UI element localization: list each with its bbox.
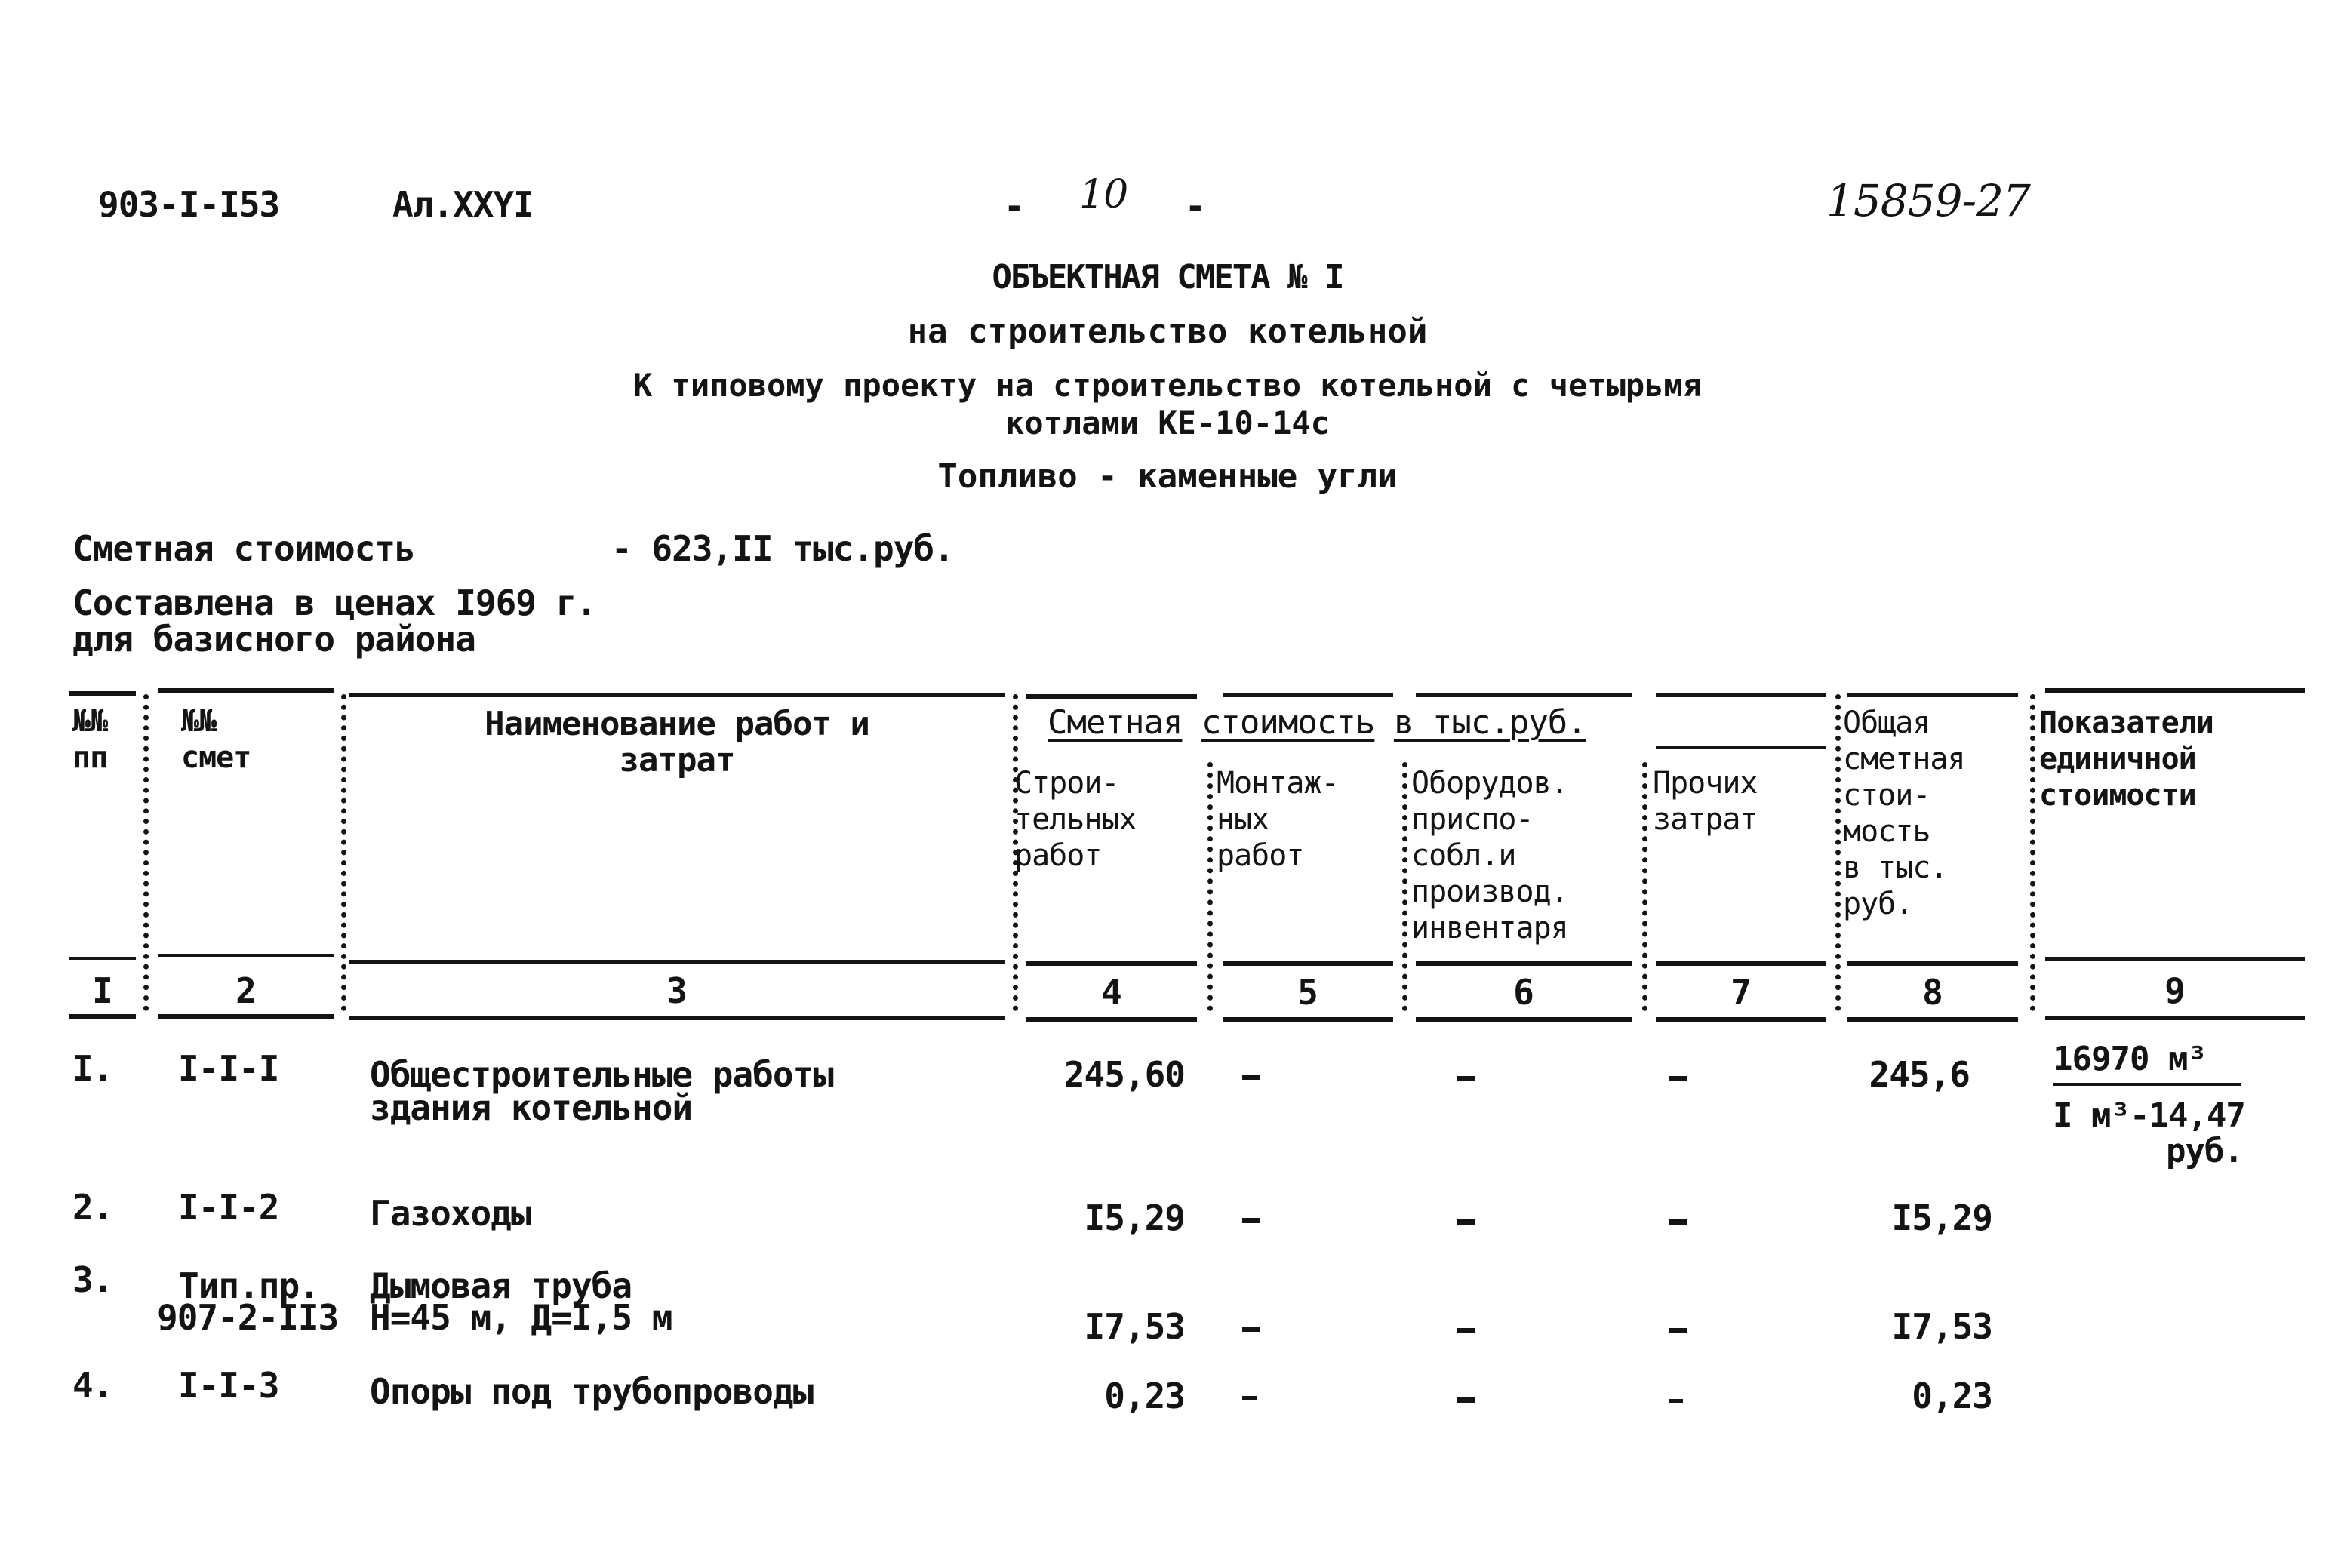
row-construction-cost: I5,29 xyxy=(1084,1198,1185,1238)
row-construction-cost: I7,53 xyxy=(1084,1306,1185,1347)
row-total-cost: 0,23 xyxy=(1912,1376,1992,1416)
row-construction-cost: 0,23 xyxy=(1104,1376,1185,1416)
row-estimate: I-I-2 xyxy=(178,1187,279,1228)
column-number-3: 3 xyxy=(666,970,688,1011)
row-number: I. xyxy=(72,1048,113,1089)
column-number-6: 6 xyxy=(1513,972,1534,1013)
album-number: Ал.XXYI xyxy=(392,184,534,225)
other-costs-header-rule xyxy=(1656,746,1826,749)
row-equipment-cost-dash xyxy=(1457,1219,1475,1225)
row-number: 2. xyxy=(72,1187,113,1228)
row-number: 3. xyxy=(72,1259,113,1300)
col8-header: Общая сметная стои- мость в тыс. руб. xyxy=(1843,706,1965,921)
row-estimate: I-I-I xyxy=(178,1048,279,1089)
row-other-cost-dash xyxy=(1669,1399,1683,1403)
row-installation-cost-dash xyxy=(1242,1396,1257,1400)
row-name: Опоры под трубопроводы xyxy=(370,1371,814,1412)
row-total-cost: I7,53 xyxy=(1891,1306,1992,1347)
page-number: 10 xyxy=(1079,172,1128,217)
row-indicator: 16970 м³ I м³-14,47 руб. xyxy=(2053,1040,2245,1170)
row-name: Дымовая труба Н=45 м, Д=I,5 м xyxy=(370,1265,672,1338)
row-other-cost-dash xyxy=(1669,1328,1687,1333)
document-subtitle: на строительство котельной xyxy=(907,312,1428,351)
row-equipment-cost-dash xyxy=(1457,1328,1475,1333)
row-other-cost-dash xyxy=(1669,1076,1687,1081)
row-number: 4. xyxy=(72,1365,113,1406)
row-estimate: Тип.пр. 907-2-II3 xyxy=(157,1265,339,1338)
cost-label: Сметная стоимость xyxy=(72,528,415,569)
column-number-7: 7 xyxy=(1730,972,1752,1013)
col4-header: Строи- тельных работ xyxy=(1014,766,1137,873)
column-number-5: 5 xyxy=(1297,972,1318,1013)
row-installation-cost-dash xyxy=(1242,1075,1260,1080)
row-construction-cost: 245,60 xyxy=(1063,1054,1185,1095)
row-installation-cost-dash xyxy=(1242,1327,1260,1332)
page-number-dash-left: - xyxy=(1004,186,1024,226)
column-number-9: 9 xyxy=(2164,970,2186,1011)
row-estimate: I-I-3 xyxy=(178,1365,279,1406)
column-number-1: I xyxy=(92,970,113,1011)
column-number-2: 2 xyxy=(235,970,257,1011)
row-total-cost: I5,29 xyxy=(1891,1198,1992,1238)
col9-header: Показатели единичной стоимости xyxy=(2039,706,2213,813)
sheet-number: 15859-27 xyxy=(1826,175,2030,226)
col3-header: Наименование работ и затрат xyxy=(485,705,869,779)
column-number-4: 4 xyxy=(1101,972,1122,1013)
document-title: ОБЪЕКТНАЯ СМЕТА № I xyxy=(992,258,1343,297)
row-equipment-cost-dash xyxy=(1457,1397,1475,1403)
row-equipment-cost-dash xyxy=(1457,1076,1475,1081)
project-code: 903-I-I53 xyxy=(98,184,280,225)
col2-header: №№ смет xyxy=(181,704,251,775)
col7-header: Прочих затрат xyxy=(1653,766,1758,837)
row-name: Газоходы xyxy=(370,1193,531,1234)
region-line: для базисного района xyxy=(72,619,475,659)
fuel-type: Топливо - каменные угли xyxy=(937,457,1398,496)
col6-header: Оборудов. приспо- собл.и производ. инвентаря xyxy=(1411,766,1568,945)
prices-line: Составлена в ценах I969 г. xyxy=(72,583,597,623)
col5-header: Монтаж- ных работ xyxy=(1217,766,1339,873)
page-number-dash-right: - xyxy=(1185,186,1205,226)
project-reference-line2: котлами КЕ-10-14с xyxy=(1005,404,1330,441)
row-name: Общестроительные работы здания котельной xyxy=(370,1054,833,1128)
row-installation-cost-dash xyxy=(1242,1218,1260,1223)
column-number-8: 8 xyxy=(1922,972,1943,1013)
row-total-cost: 245,6 xyxy=(1869,1054,1970,1095)
row-other-cost-dash xyxy=(1669,1219,1687,1225)
col1-header: №№ пп xyxy=(72,704,108,775)
project-reference-line1: К типовому проекту на строительство котельной с четырьмя xyxy=(632,367,1703,404)
cost-value: - 623,II тыс.руб. xyxy=(611,528,954,569)
cost-group-header: Сметная стоимость в тыс.руб. xyxy=(1048,703,1586,742)
